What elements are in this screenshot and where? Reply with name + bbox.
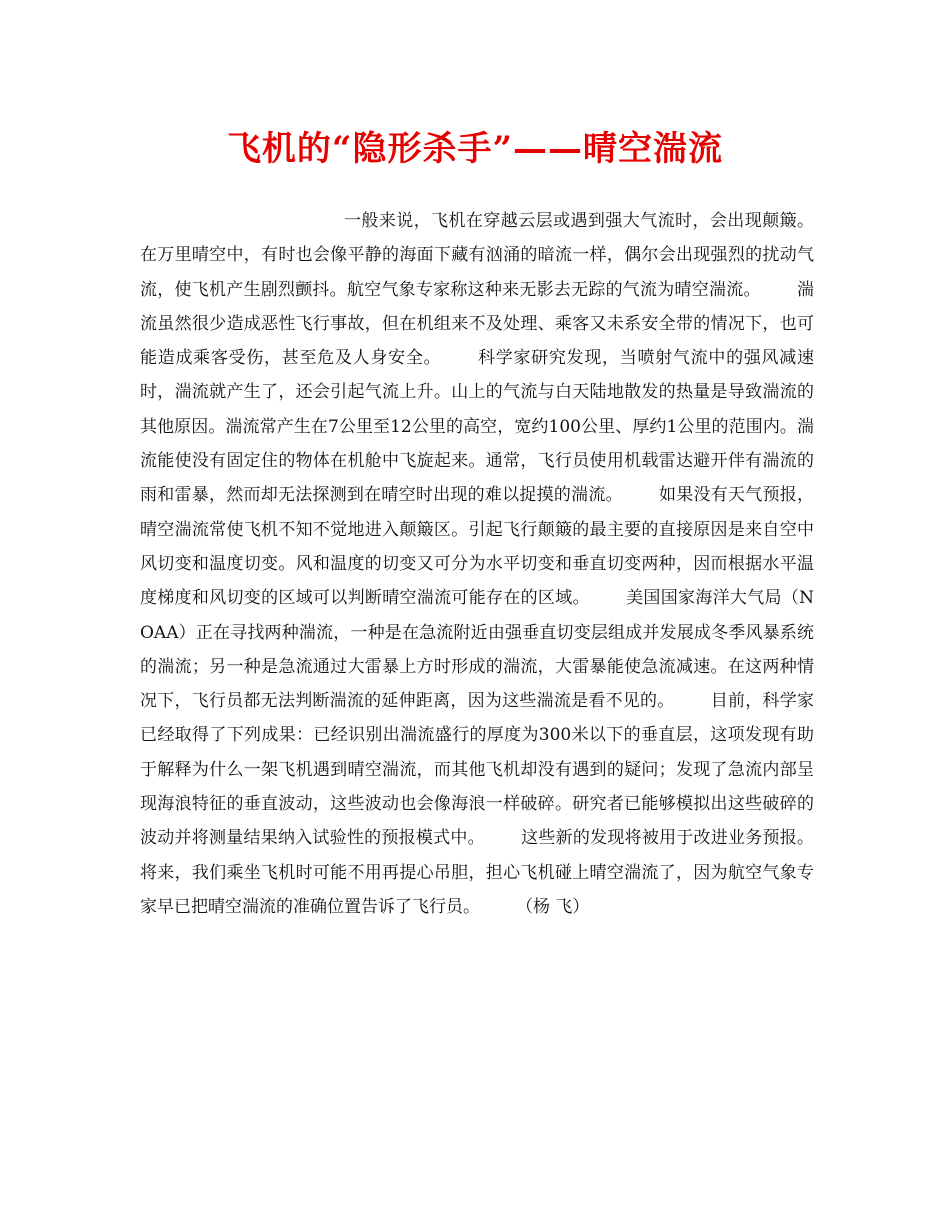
article-body bbox=[140, 204, 814, 924]
paragraph-3: 科学家研究发现，当喷射气流中的强风减速时，湍流就产生了，还会引起气流上升。山上的气流与白天陆地散发的热量是导致湍流的其他原因。湍流常产生在7公里至12公里的高空，宽约100公里、厚约1公里的范围内。湍流能使没有固定住的物体在机舱中飞旋起来。通常，飞行员使用机载雷达避开伴有湍流的雨和雷暴，然而却无法探测到在晴空时出现的难以捉摸的湍流。 bbox=[140, 348, 815, 506]
paragraph-7: 这些新的发现将被用于改进业务预报。将来，我们乘坐飞机时可能不用再提心吊胆，担心飞机碰上晴空湍流了，因为航空气象专家早已把晴空湍流的准确位置告诉了飞行员。 bbox=[140, 828, 815, 917]
paragraph-2: 湍流虽然很少造成恶性飞行事故，但在机组来不及处理、乘客又未系安全带的情况下，也可能造成乘客受伤，甚至危及人身安全。 bbox=[140, 279, 815, 369]
paragraph-4: 如果没有天气预报，晴空湍流常使飞机不知不觉地进入颠簸区。引起飞行颠簸的最主要的直接原因是来自空中风切变和温度切变。风和温度的切变又可分为水平切变和垂直切变两种，因而根据水平温度梯度和风切变的区域可以判断晴空湍流可能存在的区域。 bbox=[140, 485, 815, 609]
byline: （杨 飞） bbox=[516, 896, 590, 917]
document-title: 飞机的“隐形杀手”——晴空湍流 bbox=[226, 129, 724, 169]
paragraph-1: 一般来说，飞机在穿越云层或遇到强大气流时，会出现颠簸。在万里晴空中，有时也会像平静的海面下藏有汹涌的暗流一样，偶尔会出现强烈的扰动气流，使飞机产生剧烈颤抖。航空气象专家称这种来无影去无踪的气流为晴空湍流。 bbox=[140, 211, 814, 300]
paragraph-6: 目前，科学家已经取得了下列成果：已经识别出湍流盛行的厚度为300米以下的垂直层，这项发现有助于解释为什么一架飞机遇到晴空湍流，而其他飞机却没有遇到的疑问；发现了急流内部呈现海浪特征的垂直波动，这些波动也会像海浪一样破碎。研究者已能够模拟出这些破碎的波动并将测量结果纳入试验性的预报模式中。 bbox=[140, 691, 815, 849]
paragraph-5: 美国国家海洋大气局（NOAA）正在寻找两种湍流，一种是在急流附近由强垂直切变层组成并发展成冬季风暴系统的湍流；另一种是急流通过大雷暴上方时形成的湍流，大雷暴能使急流减速。在这两种情况下，飞行员都无法判断湍流的延伸距离，因为这些湍流是看不见的。 bbox=[140, 588, 815, 712]
